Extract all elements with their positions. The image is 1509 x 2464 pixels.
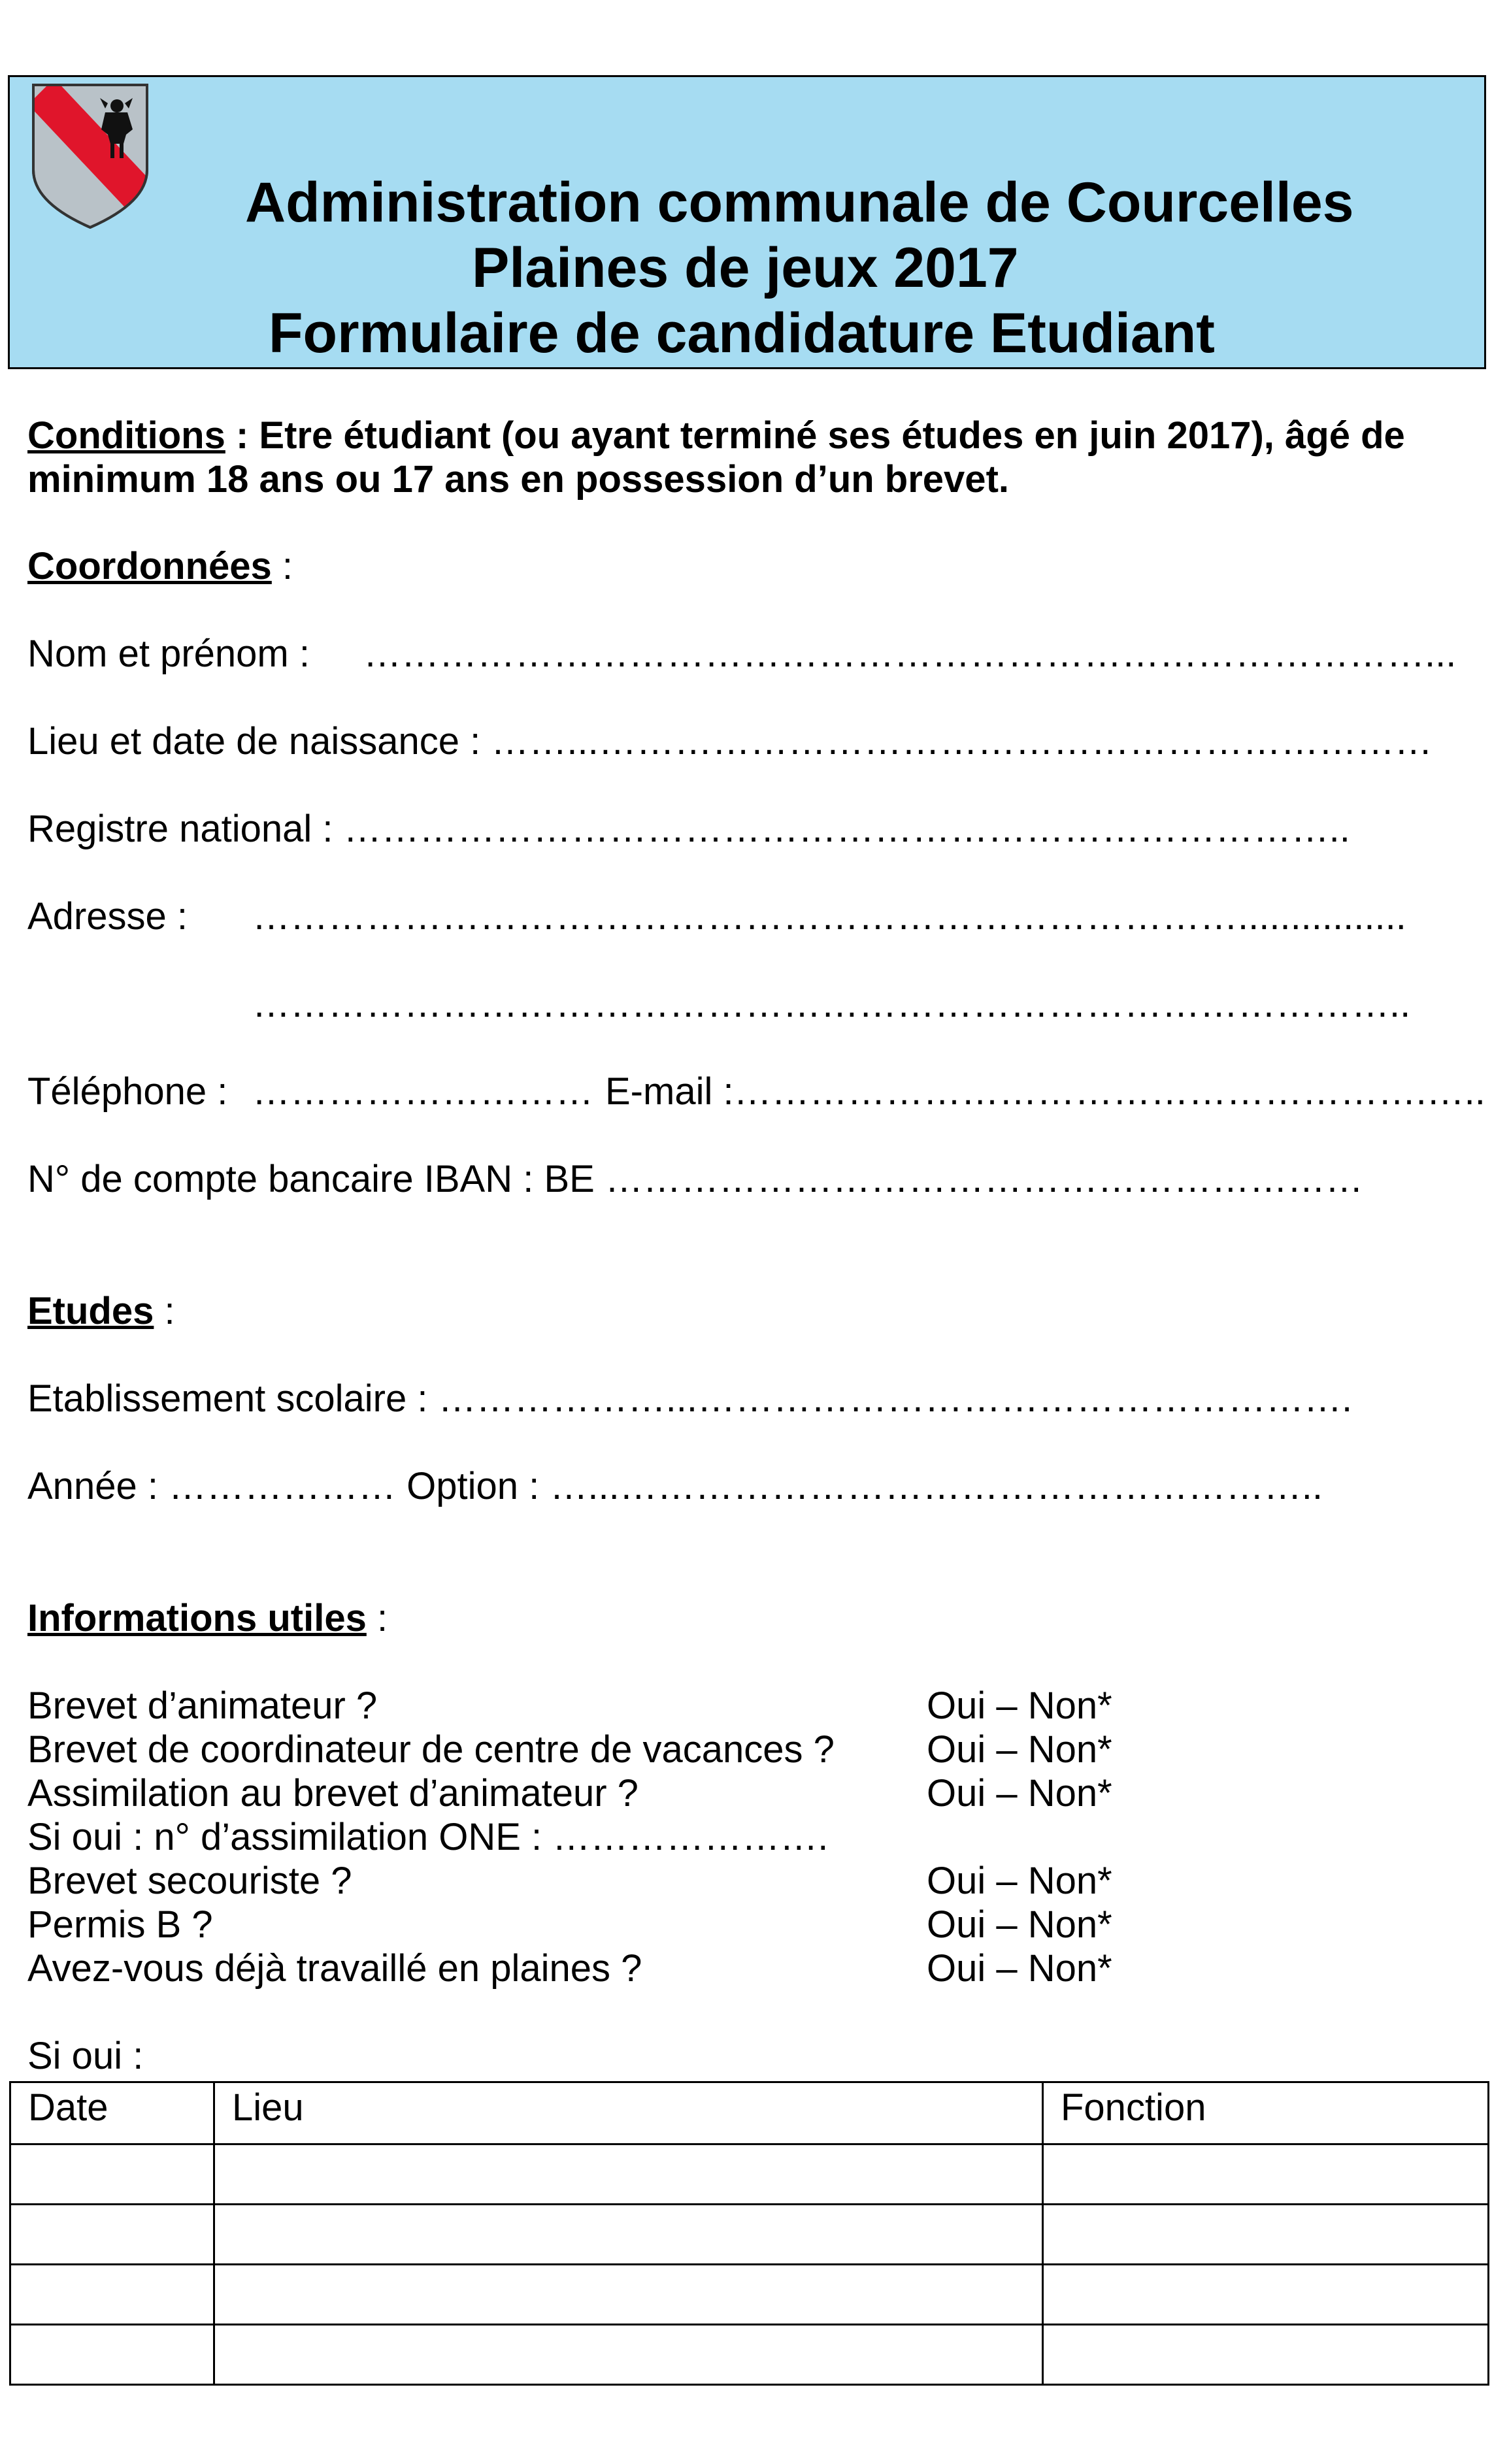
table-cell-lieu[interactable] <box>214 2205 1043 2265</box>
informations-heading-suffix: : <box>366 1597 388 1639</box>
field-lieu-naissance[interactable]: Lieu et date de naissance : ……...………………………………………………………… <box>27 720 1433 763</box>
field-registre-national[interactable]: Registre national : …………………………………………………………………….. <box>27 808 1350 850</box>
etudes-heading-line <box>27 1289 175 1334</box>
conditions-heading: Conditions <box>27 414 225 457</box>
informations-heading-line <box>27 1596 388 1641</box>
column-header-lieu: Lieu <box>214 2082 1043 2144</box>
table-row <box>10 2144 1489 2205</box>
table-cell-date[interactable] <box>10 2325 214 2385</box>
field-adresse-input-1[interactable]: ……………………………………………………………………................ <box>252 895 1406 938</box>
header-title-municipality: Administration communale de Courcelles <box>245 171 1354 234</box>
etudes-heading: Etudes <box>27 1290 154 1332</box>
question-brevet-animateur: Brevet d’animateur ? <box>27 1684 378 1727</box>
field-assimilation-one[interactable]: Si oui : n° d’assimilation ONE : …………………. <box>27 1816 829 1858</box>
table-cell-lieu[interactable] <box>214 2144 1043 2205</box>
field-adresse-label: Adresse : <box>27 895 188 938</box>
table-cell-date[interactable] <box>10 2205 214 2265</box>
answer-assimilation[interactable]: Oui – Non* <box>927 1772 1112 1815</box>
field-iban[interactable]: N° de compte bancaire IBAN : BE …………………………………………………… <box>27 1158 1363 1200</box>
answer-brevet-animateur[interactable]: Oui – Non* <box>927 1684 1112 1727</box>
answer-brevet-secouriste[interactable]: Oui – Non* <box>927 1860 1112 1902</box>
question-permis-b: Permis B ? <box>27 1903 213 1946</box>
question-brevet-coordinateur: Brevet de coordinateur de centre de vacances ? <box>27 1728 835 1771</box>
field-nom-input[interactable]: …………………………………………………………………………... <box>363 632 1457 675</box>
column-header-date: Date <box>10 2082 214 2144</box>
question-brevet-secouriste: Brevet secouriste ? <box>27 1860 352 1902</box>
table-row <box>10 2205 1489 2265</box>
answer-travaille-plaines[interactable]: Oui – Non* <box>927 1947 1112 1990</box>
municipal-coat-of-arms-icon <box>28 78 152 230</box>
answer-permis-b[interactable]: Oui – Non* <box>927 1903 1112 1946</box>
table-cell-fonction[interactable] <box>1043 2144 1489 2205</box>
table-cell-date[interactable] <box>10 2265 214 2325</box>
form-header <box>8 75 1486 369</box>
field-telephone-label: Téléphone : <box>27 1070 228 1113</box>
coordonnees-heading-suffix: : <box>271 545 293 587</box>
field-nom-label: Nom et prénom : <box>27 632 310 675</box>
conditions-text-1: : Etre étudiant (ou ayant terminé ses études en juin 2017), âgé de <box>225 414 1405 457</box>
field-annee-option[interactable]: Année : ……………… Option : …...……………………………………………….. <box>27 1465 1323 1507</box>
table-cell-fonction[interactable] <box>1043 2265 1489 2325</box>
question-travaille-plaines: Avez-vous déjà travaillé en plaines ? <box>27 1947 642 1990</box>
history-table <box>9 2081 1489 2386</box>
field-email[interactable]: E-mail :……………………………………………….….. <box>605 1070 1485 1113</box>
table-cell-fonction[interactable] <box>1043 2325 1489 2385</box>
table-cell-lieu[interactable] <box>214 2265 1043 2325</box>
table-cell-date[interactable] <box>10 2144 214 2205</box>
coordonnees-heading: Coordonnées <box>27 545 272 587</box>
field-adresse-input-2[interactable]: ……………………………………………………………………………….. <box>252 983 1411 1025</box>
table-row <box>10 2325 1489 2385</box>
field-telephone-input[interactable]: ……………………… <box>252 1070 593 1113</box>
si-oui-label: Si oui : <box>27 2035 144 2077</box>
table-cell-fonction[interactable] <box>1043 2205 1489 2265</box>
table-cell-lieu[interactable] <box>214 2325 1043 2385</box>
conditions-line-1 <box>27 413 1405 459</box>
informations-heading: Informations utiles <box>27 1597 367 1639</box>
column-header-fonction: Fonction <box>1043 2082 1489 2144</box>
coordonnees-heading-line <box>27 544 293 589</box>
conditions-text-2: minimum 18 ans ou 17 ans en possession d’un brevet. <box>27 458 1009 501</box>
header-title-event: Plaines de jeux 2017 <box>472 237 1019 299</box>
question-assimilation: Assimilation au brevet d’animateur ? <box>27 1772 638 1815</box>
table-row <box>10 2265 1489 2325</box>
answer-brevet-coordinateur[interactable]: Oui – Non* <box>927 1728 1112 1771</box>
header-title-form: Formulaire de candidature Etudiant <box>269 302 1215 365</box>
etudes-heading-suffix: : <box>154 1290 175 1332</box>
field-etablissement[interactable]: Etablissement scolaire : ………………...……………………………………………. <box>27 1377 1353 1420</box>
table-header-row <box>10 2082 1489 2144</box>
